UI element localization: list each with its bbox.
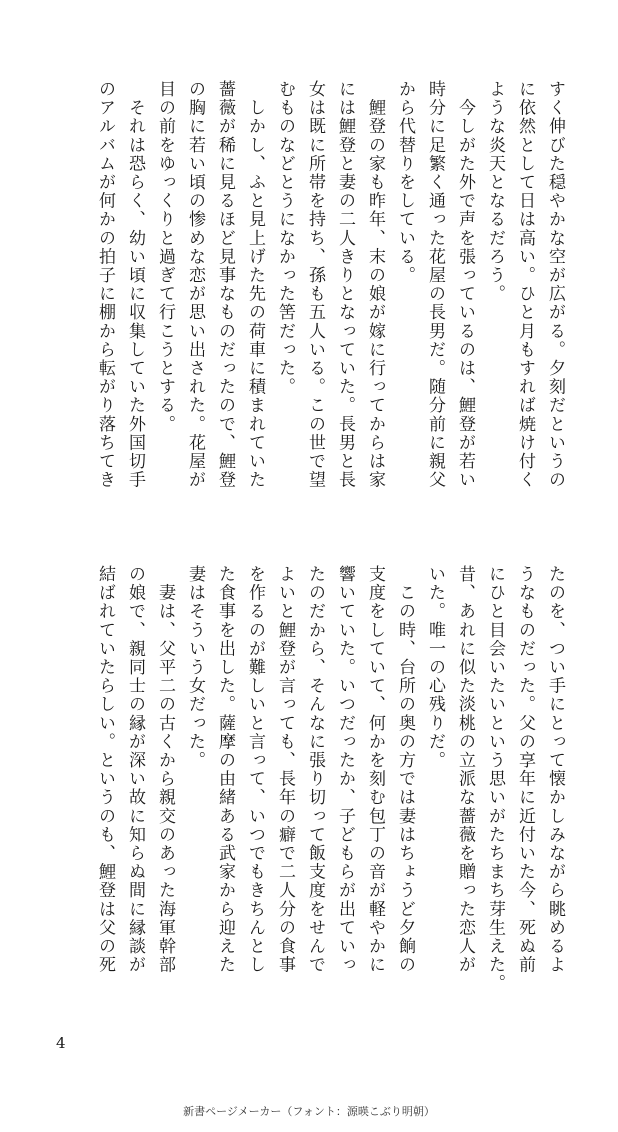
text-line: 今しがた外で声を張っているのは、鯉登が若い (455, 80, 475, 490)
page-number: 4 (56, 1034, 66, 1052)
text-line: 結ばれていたらしい。というのも、鯉登は父の死 (95, 565, 115, 975)
text-line: よいと鯉登が言っても、長年の癖で二人分の食事 (275, 565, 295, 975)
text-line: たのを、つい手にとって懐かしみながら眺めるよ (545, 565, 565, 975)
text-line: うなものだった。父の享年に近付いた今、死ぬ前 (515, 565, 535, 975)
text-line: いた。唯一の心残りだ。 (425, 565, 445, 770)
text-line: 響いていた。いつだったか、子どもらが出ていっ (335, 565, 355, 975)
text-line: 目の前をゆっくりと過ぎて行こうとする。 (155, 80, 175, 434)
text-line: 妻は、父平二の古くから親交のあった海軍幹部 (155, 565, 175, 975)
text-line: には鯉登と妻の二人きりとなっていた。長男と長 (335, 80, 355, 490)
text-block-bottom (50, 565, 570, 1005)
text-line: から代替りをしている。 (395, 80, 415, 285)
text-line: の胸に若い頃の惨めな恋が思い出された。花屋が (185, 80, 205, 490)
text-line: 薔薇が稀に見るほど見事なものだったので、鯉登 (215, 80, 235, 490)
text-line: 女は既に所帯を持ち、孫も五人いる。この世で望 (305, 80, 325, 490)
text-line: それは恐らく、幼い頃に収集していた外国切手 (125, 80, 145, 490)
text-line: を作るのが難しいと言って、いつでもきちんとし (245, 565, 265, 975)
text-line: この時、台所の奥の方では妻はちょうど夕餉の (395, 565, 415, 975)
text-block-top (50, 80, 570, 520)
text-line: のアルバムが何かの拍子に棚から転がり落ちてき (95, 80, 115, 490)
text-line: 妻はそういう女だった。 (185, 565, 205, 770)
text-line: むものなどとうになかった筈だった。 (275, 80, 295, 397)
text-line: 時分に足繁く通った花屋の長男だ。随分前に親父 (425, 80, 445, 490)
text-line: に依然として日は高い。ひと月もすれば焼け付く (515, 80, 535, 490)
text-line: ような炎天となるだろう。 (485, 80, 505, 304)
text-line: 鯉登の家も昨年、末の娘が嫁に行ってからは家 (365, 80, 385, 490)
text-line: にひと目会いたいという思いがたちまち芽生えた。 (485, 565, 505, 993)
footer-credit: 新書ページメーカー（フォント：源暎こぶり明朝） (183, 1105, 435, 1118)
text-line: 昔、あれに似た淡桃の立派な薔薇を贈った恋人が (455, 565, 475, 975)
text-line: た食事を出した。薩摩の由緒ある武家から迎えた (215, 565, 235, 975)
text-line: 支度をしていて、何かを刻む包丁の音が軽やかに (365, 565, 385, 975)
text-line: の娘で、親同士の縁が深い故に知らぬ間に縁談が (125, 565, 145, 975)
text-line: すく伸びた穏やかな空が広がる。夕刻だというの (545, 80, 565, 490)
text-line: しかし、ふと見上げた先の荷車に積まれていた (245, 80, 265, 490)
text-line: たのだから、そんなに張り切って飯支度をせんで (305, 565, 325, 975)
